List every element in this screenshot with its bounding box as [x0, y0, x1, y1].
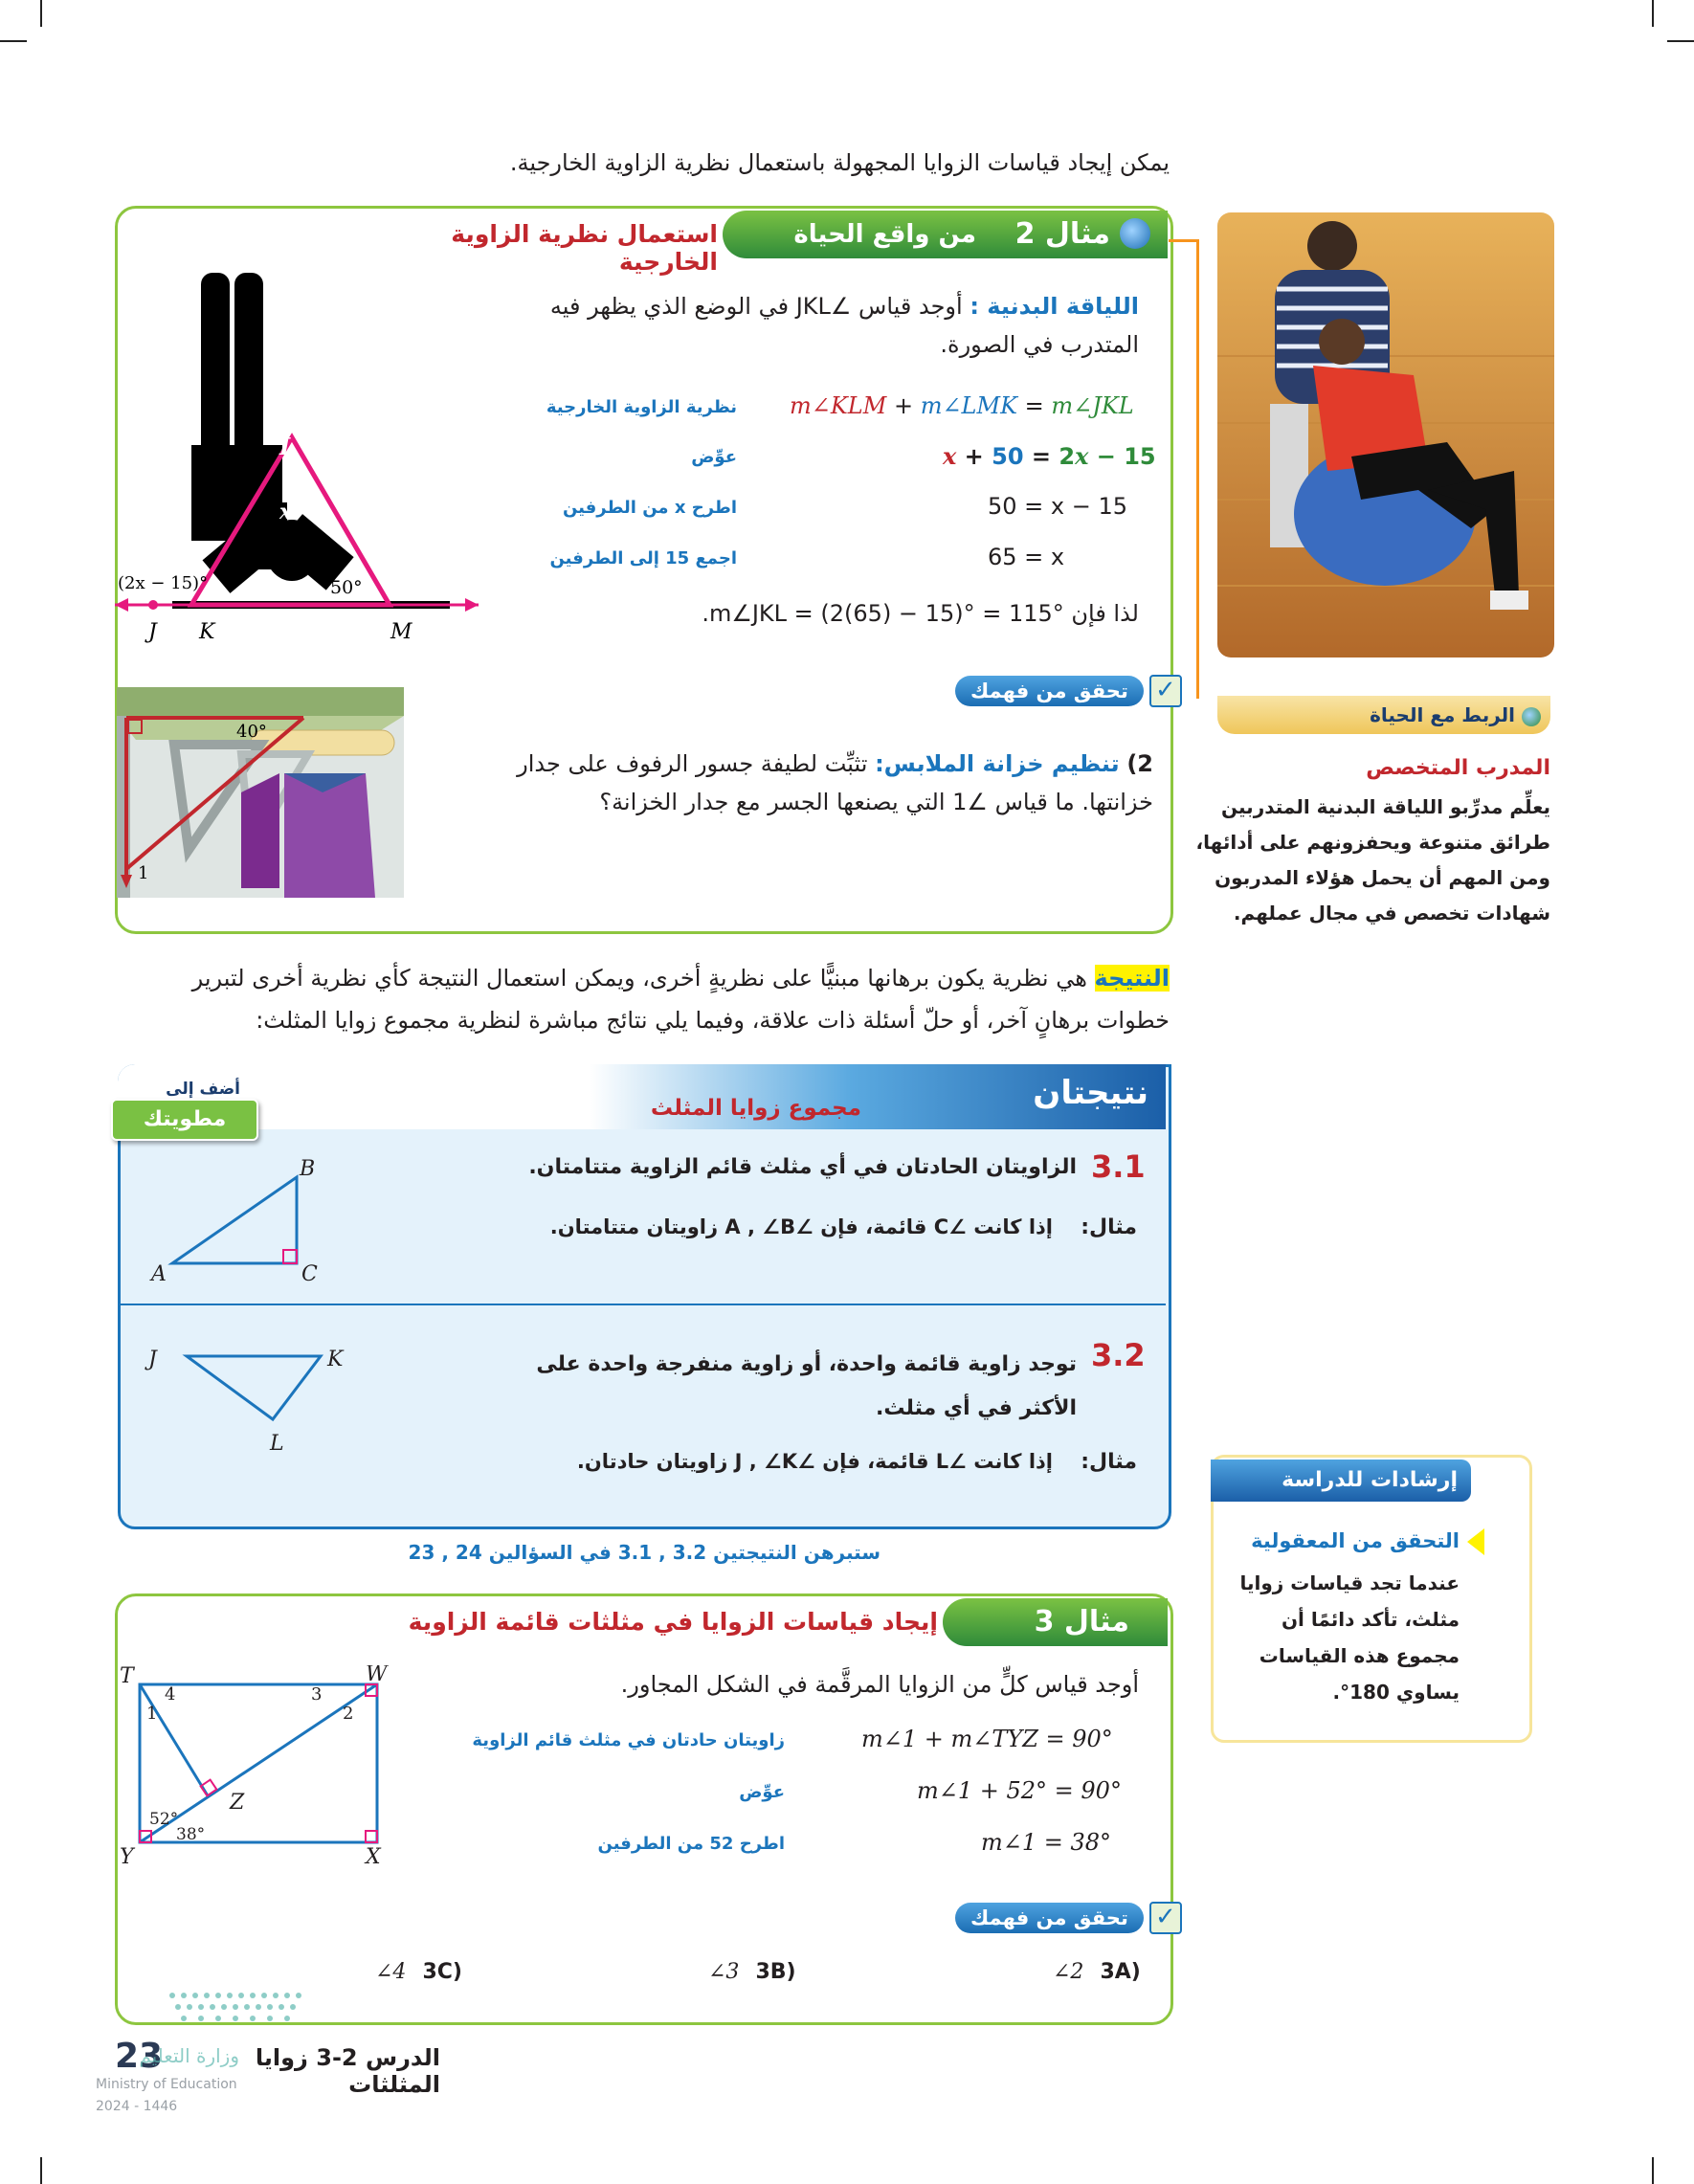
corollary-3-1-example-label: مثال: [1081, 1215, 1137, 1239]
check-1-heading [955, 675, 1182, 707]
closet-figure [117, 687, 404, 898]
check-item-3a-num: 3A) [1100, 1960, 1141, 1984]
label-l: L [279, 433, 296, 460]
pointer-icon [1467, 1528, 1484, 1555]
label-a: A [151, 1262, 167, 1286]
arrow-right-icon [465, 598, 479, 612]
checkmark-icon: ✓ [1149, 675, 1182, 707]
step-4-eq: 65 = x [988, 544, 1065, 570]
ex3-step-2-eq: m∠1 + 52° = 90° [917, 1777, 1122, 1804]
corollary-3-1-num: 3.1 [1091, 1148, 1146, 1185]
corollary-intro [191, 957, 1170, 1041]
check-item-3c-num: 3C) [422, 1960, 462, 1984]
problem-lead: اللياقة البدنية : [970, 293, 1139, 320]
label-j: J [148, 1348, 157, 1371]
step-1-eq: m∠KLM + m∠LMK = m∠JKL [790, 392, 1134, 419]
example-2-conclusion: لذا فإن m∠JKL = (2(65) − 15)° = 115°. [702, 600, 1139, 627]
step-3-reason: اطرح x من الطرفين [562, 498, 737, 518]
study-tip-heading: إرشادات للدراسة [1211, 1460, 1471, 1502]
label-50: 50° [330, 577, 363, 598]
footer-ministry-en: Ministry of Education [96, 2077, 237, 2092]
label-k: K [199, 620, 215, 644]
footer-ministry-ar: وزارة التعليم [139, 2044, 239, 2067]
footer-lesson: الدرس 2-3 زوايا المثلثات [255, 2044, 440, 2098]
check-1-text: تثبِّت لطيفة جسور الرفوف على جدار خزانتها. ما قياس ∠1 التي يصنعها الجسر مع جدار الخزانة؟ [517, 750, 1153, 815]
ex3-step-1-eq: m∠1 + m∠TYZ = 90° [861, 1726, 1113, 1752]
check-2-heading [955, 1902, 1182, 1934]
ministry-logo [163, 1986, 316, 2034]
connector-line-vertical [1196, 239, 1199, 699]
corollary-3-2-num: 3.2 [1091, 1337, 1146, 1373]
study-tip-title: التحقق من المعقولية [1251, 1529, 1460, 1552]
example-2-tag: من واقع الحياة [793, 220, 976, 249]
label-z: Z [230, 1791, 245, 1815]
label-x: x° [279, 500, 303, 524]
corollary-term: النتيجة [1094, 965, 1170, 992]
triangle-abc-figure [144, 1148, 335, 1292]
angle-2: 2 [343, 1704, 354, 1724]
step-4-reason: اجمع 15 إلى الطرفين [549, 548, 737, 568]
foldable-badge [111, 1080, 256, 1150]
gymnast-silhouette [172, 273, 450, 609]
angle-1-label: 1 [138, 863, 149, 883]
label-k: K [327, 1348, 344, 1371]
corollaries-divider [121, 1304, 1166, 1305]
label-y: Y [120, 1845, 134, 1869]
example-2-problem [517, 287, 1139, 364]
sidebar-title: المدرب المتخصص [1366, 756, 1550, 780]
corollary-3-2-example: إذا كانت ∠L قائمة، فإن ∠J , ∠K زاويتان حادتان. [576, 1450, 1053, 1473]
footer-year: 2024 - 1446 [96, 2099, 178, 2114]
angle-4: 4 [165, 1684, 176, 1705]
corollaries-heading: نتيجتان [1033, 1074, 1148, 1112]
corollaries-subtitle: مجموع زوايا المثلث [650, 1096, 861, 1121]
step-2-eq: x + 50 = 2x − 15 [943, 442, 1156, 470]
life-connection-label: الربط مع الحياة [1370, 703, 1516, 726]
point-j [148, 600, 158, 610]
angle-38: 38° [176, 1825, 206, 1844]
label-w: W [366, 1665, 388, 1686]
check-1-number: 2) [1126, 750, 1153, 777]
globe-icon [1120, 218, 1150, 249]
example-3-banner [943, 1598, 1168, 1646]
check-1-label: تحقق من فهمك [955, 676, 1144, 706]
foldable-top: أضف إلى [166, 1080, 240, 1099]
triangle-jkl-figure [144, 1335, 364, 1460]
corollary-3-1-example: إذا كانت ∠C قائمة، فإن ∠A , ∠B زاويتان متتامتان. [549, 1215, 1053, 1238]
label-b: B [300, 1157, 316, 1181]
example-3-label: مثال 3 [1034, 1605, 1129, 1638]
problem-text: أوجد قياس ∠JKL في الوضع الذي يظهر فيه المتدرب في الصورة. [549, 293, 1139, 358]
angle-1: 1 [146, 1704, 158, 1724]
check-item-3b-angle: ∠3 [708, 1960, 740, 1984]
study-tip-text: عندما تجد قياسات زوايا مثلث، تأكد دائمًا أن مجموع هذه القياسات يساوي 180°. [1239, 1571, 1460, 1704]
ex3-step-3-reason: اطرح 52 من الطرفين [597, 1834, 785, 1854]
sidebar-text: يعلِّم مدرِّبو اللياقة البدنية المتدربين طرائق متنوعة ويحفزونهم على أدائها، ومن المهم أن يحمل هؤلاء المدربون شهادات تخصص في مجال عملهم. [1195, 795, 1550, 925]
label-l: L [270, 1432, 284, 1456]
step-2-reason: عوِّض [691, 447, 737, 467]
angle-3: 3 [311, 1684, 323, 1705]
example-3-problem: أوجد قياس كلٍّ من الزوايا المرقَّمة في الشكل المجاور. [620, 1671, 1139, 1698]
corollary-3-1-text: الزاويتان الحادتان في أي مثلث قائم الزاوية متتامتان. [528, 1155, 1077, 1179]
label-2x-15: (2x − 15)° [118, 573, 209, 593]
label-x: X [366, 1845, 381, 1869]
trainer-photo [1217, 212, 1554, 657]
example-2-label: مثال 2 [1014, 217, 1110, 251]
checkmark-icon: ✓ [1149, 1902, 1182, 1934]
corollary-3-2-text: توجد زاوية قائمة واحدة، أو زاوية منفرجة واحدة على الأكثر في أي مثلث. [536, 1352, 1077, 1420]
example-2-title: استعمال نظرية الزاوية الخارجية [451, 220, 718, 276]
example-2-banner [723, 211, 1168, 258]
check-item-3c [375, 1960, 462, 1984]
ex3-step-1-reason: زاويتان حادتان في مثلث قائم الزاوية [472, 1730, 785, 1750]
ex3-step-3-eq: m∠1 = 38° [981, 1829, 1112, 1856]
check-1-question [450, 745, 1153, 821]
example-3-title: إيجاد قياسات الزوايا في مثلثات قائمة الزاوية [408, 1608, 938, 1636]
life-connection-heading [1217, 696, 1550, 734]
rectangle-twxy-figure [115, 1665, 421, 1876]
check-item-3a-angle: ∠2 [1053, 1960, 1084, 1984]
ex3-step-2-reason: عوِّض [739, 1782, 785, 1802]
intro-text: يمكن إيجاد قياسات الزوايا المجهولة باستعمال نظرية الزاوية الخارجية. [509, 149, 1170, 176]
corollary-3-2-example-label: مثال: [1081, 1450, 1137, 1474]
angle-40-label: 40° [236, 722, 267, 742]
page-number: 23 [115, 2037, 164, 2076]
proof-note: ستبرهن النتيجتين 3.2 , 3.1 في السؤالين 24 , 23 [408, 1541, 880, 1564]
label-c: C [301, 1262, 318, 1286]
step-3-eq: 50 = x − 15 [988, 493, 1128, 520]
check-item-3a [1053, 1960, 1141, 1984]
check-item-3b-num: 3B) [755, 1960, 796, 1984]
label-j: J [148, 620, 157, 644]
foldable-label: مطويتك [111, 1099, 258, 1141]
arrow-left-icon [115, 598, 128, 612]
globe-icon [1522, 707, 1541, 726]
check-item-3b [708, 1960, 796, 1984]
label-t: T [120, 1665, 134, 1688]
handstand-figure [115, 263, 498, 646]
step-1-reason: نظرية الزاوية الخارجية [546, 397, 737, 417]
connector-line [1169, 239, 1199, 242]
label-m: M [390, 620, 412, 644]
check-item-3c-angle: ∠4 [375, 1960, 407, 1984]
check-1-lead: تنظيم خزانة الملابس: [875, 750, 1120, 777]
angle-52: 52° [149, 1810, 179, 1829]
corollary-intro-text: هي نظرية يكون برهانها مبنيًّا على نظريةٍ أخرى، ويمكن استعمال النتيجة كأي نظرية أخرى لتبرير خطوات برهانٍ آخر، أو حلّ أسئلة ذات علاقة، وفيما يلي نتائج مباشرة لنظرية مجموع زوايا المثلث: [191, 965, 1170, 1034]
check-2-label: تحقق من فهمك [955, 1903, 1144, 1933]
